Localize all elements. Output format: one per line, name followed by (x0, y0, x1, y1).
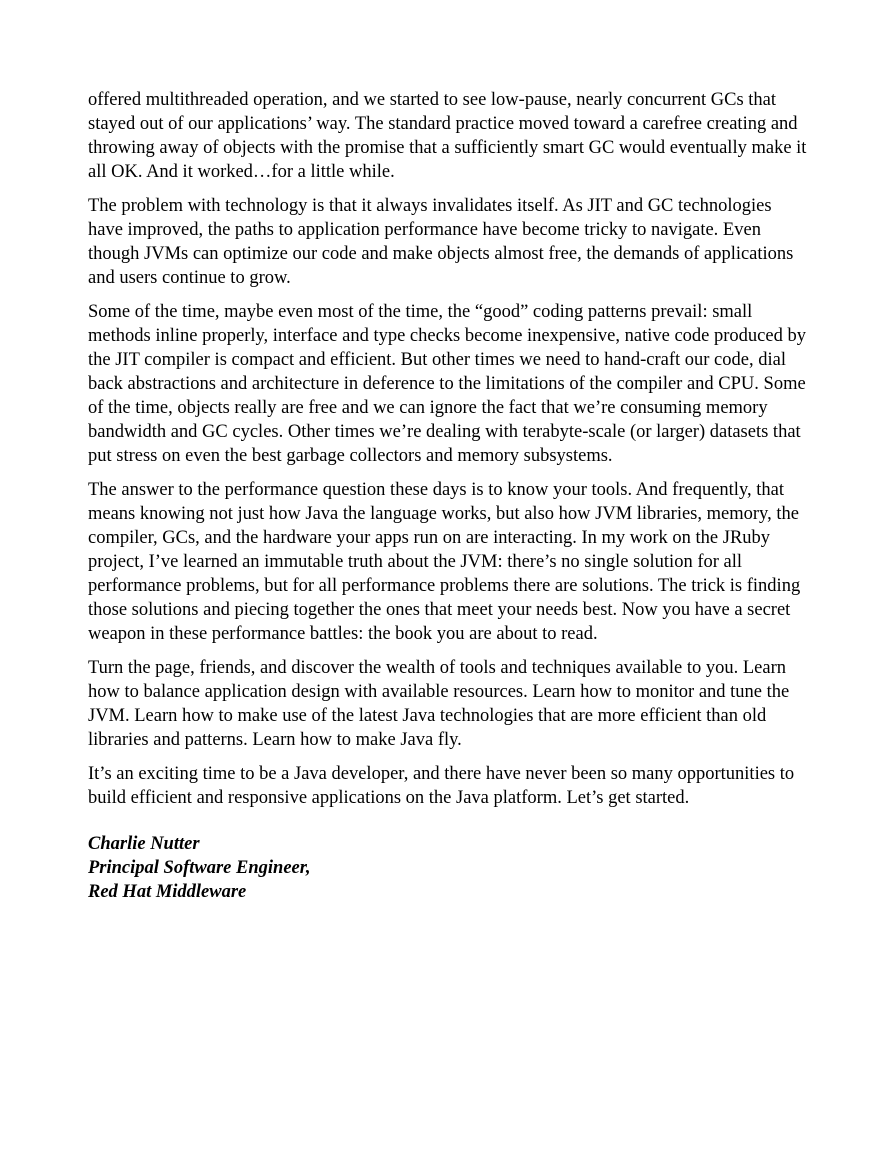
paragraph-6: It’s an exciting time to be a Java developer, and there have never been so many opportunities to build efficient and responsive applications on the Java platform. Let’s get started. (88, 764, 795, 808)
document-page (88, 88, 808, 904)
paragraph-2: The problem with technology is that it always invalidates itself. As JIT and GC technologies have improved, the paths to application performance have become tricky to navigate. Even though JVMs can optimize our code and make objects almost free, the demands of applications and users continue to grow. (88, 196, 794, 288)
paragraph-4: The answer to the performance question these days is to know your tools. And frequently, that means knowing not just how Java the language works, but also how JVM libraries, memory, the compiler, GCs, and the hardware your apps run on are interacting. In my work on the JRuby project, I’ve learned an immutable truth about the JVM: there’s no single solution for all performance problems, but for all performance problems there are solutions. The trick is finding those solutions and piecing together the ones that meet your needs best. Now you have a secret weapon in these performance battles: the book you are about to read. (88, 480, 801, 644)
signature-organization: Red Hat Middleware (88, 882, 247, 902)
signature-block (88, 832, 808, 904)
paragraph-1: offered multithreaded operation, and we started to see low-pause, nearly concurrent GCs that stayed out of our applications’ way. The standard practice moved toward a carefree creating and throwing away of objects with the promise that a sufficiently smart GC would eventually make it all OK. And it worked…for a little while. (88, 90, 807, 182)
signature-name: Charlie Nutter (88, 834, 200, 854)
paragraph-5: Turn the page, friends, and discover the wealth of tools and techniques available to you. Learn how to balance application design with available resources. Learn how to monitor and tune the JVM. Learn how to make use of the latest Java technologies that are more efficient than old libraries and patterns. Learn how to make Java fly. (88, 658, 790, 750)
paragraph-3: Some of the time, maybe even most of the time, the “good” coding patterns prevail: small methods inline properly, interface and type checks become inexpensive, native code produced by the JIT compiler is compact and efficient. But other times we need to hand-craft our code, dial back abstractions and architecture in deference to the limitations of the compiler and CPU. Some of the time, objects really are free and we can ignore the fact that we’re consuming memory bandwidth and GC cycles. Other times we’re dealing with terabyte-scale (or larger) datasets that put stress on even the best garbage collectors and memory subsystems. (88, 302, 806, 466)
signature-title: Principal Software Engineer, (88, 858, 311, 878)
